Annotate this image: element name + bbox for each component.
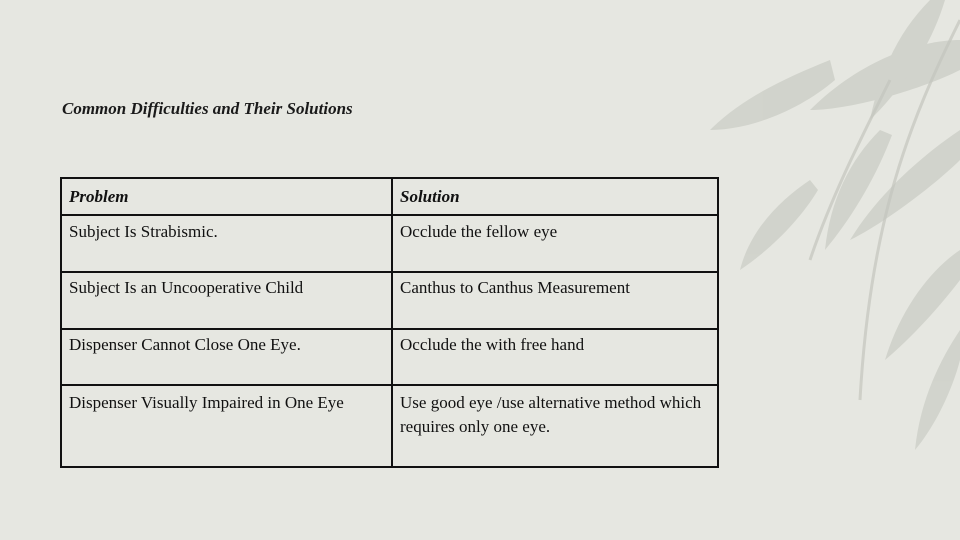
problem-cell: Dispenser Visually Impaired in One Eye: [61, 385, 392, 467]
problem-cell: Dispenser Cannot Close One Eye.: [61, 329, 392, 385]
slide-title: Common Difficulties and Their Solutions: [62, 99, 353, 118]
table-row: [61, 272, 718, 329]
solution-cell: Canthus to Canthus Measurement: [392, 272, 718, 329]
column-header-solution: Solution: [392, 178, 718, 215]
table-row: [61, 215, 718, 272]
table-row: [61, 329, 718, 385]
solution-cell: Occlude the with free hand: [392, 329, 718, 385]
solution-cell: Occlude the fellow eye: [392, 215, 718, 272]
table-header-row: [61, 178, 718, 215]
problem-cell: Subject Is an Uncooperative Child: [61, 272, 392, 329]
column-header-problem: Problem: [61, 178, 392, 215]
solution-cell: Use good eye /use alternative method which requires only one eye.: [392, 385, 718, 467]
problem-cell: Subject Is Strabismic.: [61, 215, 392, 272]
table-row: [61, 385, 718, 467]
difficulties-table: [60, 177, 719, 468]
